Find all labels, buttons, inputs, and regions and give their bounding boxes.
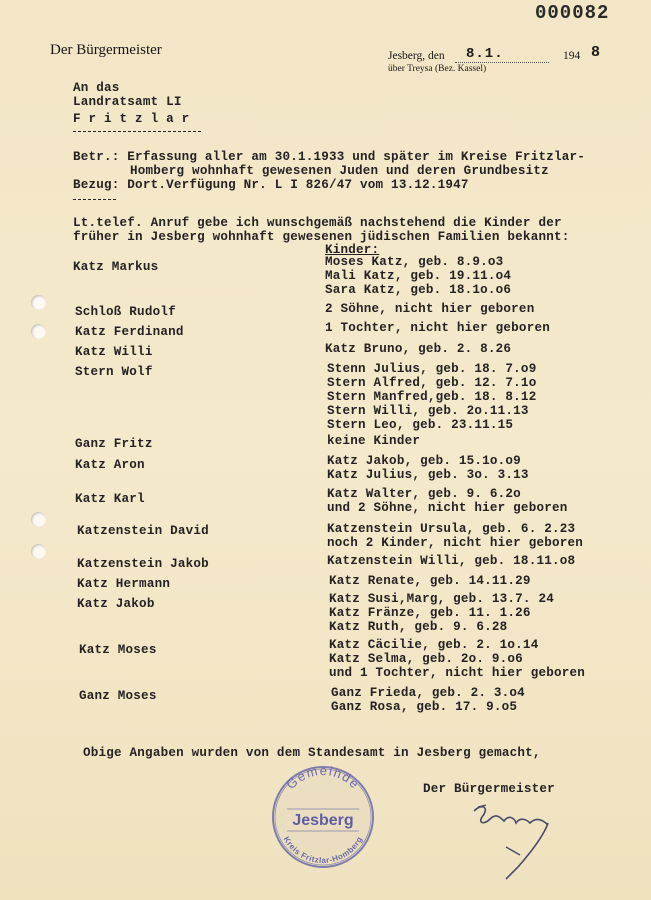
post-line: über Treysa (Bez. Kassel) [388, 64, 487, 74]
child-entry: Katz Walter, geb. 9. 6.2o [327, 487, 521, 501]
handwritten-date: 8.1. [466, 46, 504, 62]
child-entry: Katz Bruno, geb. 2. 8.26 [325, 342, 512, 356]
child-entry: 1 Tochter, nicht hier geboren [325, 321, 550, 335]
sender-title: Der Bürgermeister [50, 42, 162, 58]
parent-name: Ganz Moses [79, 689, 157, 703]
parent-name: Katz Moses [79, 643, 157, 657]
parent-name: Katz Hermann [77, 577, 171, 591]
child-entry: Stern Willi, geb. 2o.11.13 [327, 404, 529, 418]
place-date-label: Jesberg, den [388, 50, 445, 62]
child-entry: und 1 Tochter, nicht hier geboren [329, 666, 585, 680]
child-entry: Stern Leo, geb. 23.11.15 [327, 418, 514, 432]
year-suffix: 8 [591, 44, 601, 61]
punch-hole [31, 324, 46, 339]
year-prefix: 194 [563, 50, 581, 62]
punch-hole [31, 544, 46, 559]
child-entry: Ganz Rosa, geb. 17. 9.o5 [331, 700, 518, 714]
child-entry: Katz Fränze, geb. 11. 1.26 [329, 606, 531, 620]
punch-hole [31, 512, 46, 527]
stamp-bottom-text: Kreis Fritzlar-Homberg [281, 834, 365, 866]
stamp-top-text: Gemeinde [283, 762, 364, 793]
parent-name: Katzenstein Jakob [77, 557, 209, 571]
parent-name: Katz Aron [75, 458, 145, 472]
parent-name: Katz Jakob [77, 597, 155, 611]
recipient-line-2: Landratsamt LI [73, 95, 182, 109]
parent-name: Schloß Rudolf [75, 305, 176, 319]
parent-name: Katz Karl [75, 492, 145, 506]
parent-name: Katz Markus [73, 260, 159, 274]
parent-name: Katz Ferdinand [75, 325, 184, 339]
intro-line-1: Lt.telef. Anruf gebe ich wunschgemäß nachstehend die Kinder der [73, 216, 562, 230]
parent-name: Ganz Fritz [75, 437, 153, 451]
child-entry: Moses Katz, geb. 8.9.o3 [325, 255, 504, 269]
punch-hole [31, 295, 46, 310]
closing-line: Obige Angaben wurden von dem Standesamt in Jesberg gemacht, [83, 746, 541, 760]
child-entry: Mali Katz, geb. 19.11.o4 [325, 269, 512, 283]
intro-line-2: früher in Jesberg wohnhaft gewesenen jüdischen Familien bekannt: [73, 230, 570, 244]
child-entry: 2 Söhne, nicht hier geboren [325, 302, 535, 316]
parent-name: Katz Willi [75, 345, 153, 359]
subject-underline [73, 199, 116, 200]
reference-line: Bezug: Dort.Verfügung Nr. L I 826/47 vom 13.12.1947 [73, 178, 469, 192]
child-entry: Stenn Julius, geb. 18. 7.o9 [327, 362, 537, 376]
subject-line-2: Homberg wohnhaft gewesenen Juden und deren Grundbesitz [130, 164, 549, 178]
recipient-line-3: F r i t z l a r [73, 112, 190, 126]
child-entry: Katz Ruth, geb. 9. 6.28 [329, 620, 508, 634]
child-entry: Ganz Frieda, geb. 2. 3.o4 [331, 686, 525, 700]
parent-name: Stern Wolf [75, 365, 153, 379]
child-entry: Katz Cäcilie, geb. 2. 1o.14 [329, 638, 539, 652]
child-entry: Stern Alfred, geb. 12. 7.1o [327, 376, 537, 390]
child-entry: Katz Jakob, geb. 15.1o.o9 [327, 454, 521, 468]
subject-line-1: Betr.: Erfassung aller am 30.1.1933 und später im Kreise Fritzlar- [73, 150, 585, 164]
child-entry: Katzenstein Willi, geb. 18.11.o8 [327, 554, 576, 568]
kinder-header: Kinder: [325, 243, 380, 257]
parent-name: Katzenstein David [77, 524, 209, 538]
document-number: 000082 [535, 2, 610, 24]
child-entry: Katz Renate, geb. 14.11.29 [329, 574, 531, 588]
child-entry: Katz Susi,Marg, geb. 13.7. 24 [329, 592, 554, 606]
recipient-underline [73, 131, 201, 132]
child-entry: Katzenstein Ursula, geb. 6. 2.23 [327, 522, 576, 536]
child-entry: keine Kinder [327, 434, 421, 448]
signature-title: Der Bürgermeister [423, 782, 555, 796]
child-entry: und 2 Söhne, nicht hier geboren [327, 501, 568, 515]
recipient-line-1: An das [73, 81, 120, 95]
child-entry: Katz Julius, geb. 3o. 3.13 [327, 468, 529, 482]
official-stamp [269, 762, 377, 866]
child-entry: noch 2 Kinder, nicht hier geboren [327, 536, 583, 550]
child-entry: Stern Manfred,geb. 18. 8.12 [327, 390, 537, 404]
handwritten-signature [460, 795, 570, 885]
date-dotted-line [455, 62, 549, 63]
stamp-center-text: Jesberg [292, 812, 354, 829]
child-entry: Sara Katz, geb. 18.1o.o6 [325, 283, 512, 297]
child-entry: Katz Selma, geb. 2o. 9.o6 [329, 652, 523, 666]
